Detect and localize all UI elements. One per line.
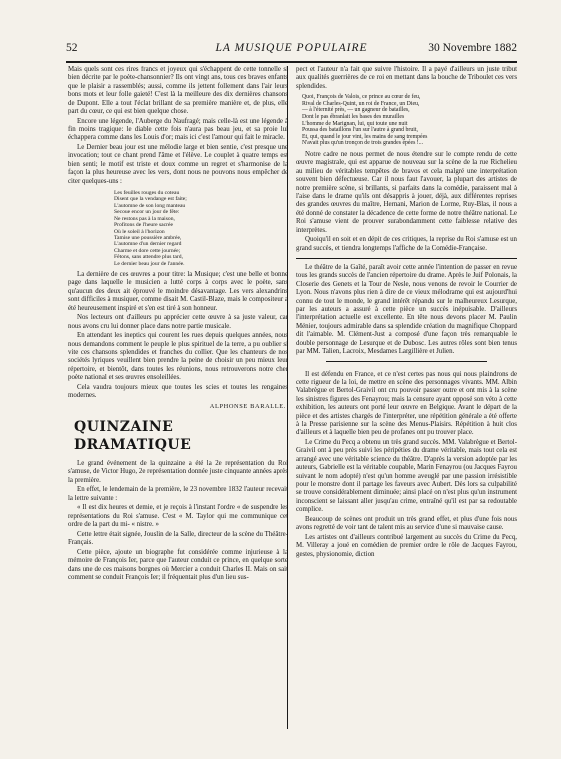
poem-line: Profitons de l'heure sacrée — [114, 222, 173, 229]
publication-title: LA MUSIQUE POPULAIRE — [215, 42, 368, 54]
article-paragraph: En effet, le lendemain de la première, le 23 novembre 1832 l'auteur recevait la lettre suivante : — [68, 486, 288, 502]
poem-line: Disent que la vendange est faite; — [114, 196, 187, 203]
issue-date: 30 Novembre 1882 — [428, 42, 517, 54]
verse-line: Rival de Charles-Quint, un roi de France, un Dieu, — [302, 100, 420, 107]
poem-line: L'automne de son long manteau — [114, 202, 186, 209]
article-paragraph: Cette lettre était signée, Jouslin de la Salle, directeur de la scène du Théâtre-Français. — [68, 530, 288, 547]
article-paragraph: Cela vaudra toujours mieux que toutes les scies et toutes les rengaines modernes. — [68, 383, 288, 400]
article-paragraph: Beaucoup de scènes ont produit un très grand effet, et plus d'une fois nous avons regretté de voir tant de talent mis au service d'une si mauvaise cause. — [296, 515, 517, 532]
section-title: QUINZAINE DRAMATIQUE — [74, 419, 192, 453]
article-paragraph: Notre cadre ne nous permet de nous étendre sur le compte rendu de cette œuvre magistrale, qui est apparue de nouveau sur la scène de la rue Richelieu au milieu de véritables tempêtes de bravos et cela malgré une interprétation souvent bien défectueuse. Car il nous faut l'avouer, la plupart des artistes de notre première scène, si brillants, si parfaits dans la comédie, paraissent mal à l'aise dans le drame qu'ils ont désappris à jouer, déjà, aux différentes reprises des grandes œuvres du maître, Hernani, Marion de Lorme, Ruy-Blas, il nous a été donné de constater la décadence de cette forme de notre théâtre national. Le Roi s'amuse vient de prouver surabondamment cette faiblesse relative des interprètes. — [296, 150, 517, 234]
quoted-letter: « Il est dix heures et demie, et je reçois à l'instant l'ordre « de suspendre les représentations du Roi s'amuse. C'est « M. Taylor qui me communique cet ordre de la part du mi- « nistre. » — [68, 504, 288, 529]
verse-line: Dont le pas ébranlait les bases des murailles — [302, 114, 405, 120]
poem-excerpt — [114, 190, 288, 267]
section-heading — [68, 418, 288, 454]
poem-line: Le dernier beau jour de l'année. — [114, 260, 185, 267]
article-paragraph: Quoiqu'il en soit et en dépit de ces critiques, la reprise du Roi s'amuse est un grand succès, et tiendra longtemps l'affiche de la Comédie-Française. — [296, 236, 517, 252]
article-paragraph: Le Crime du Pecq a obtenu un très grand succès. MM. Valabrègue et Bertol-Graivil ont à peu près suivi les péripéties du drame véritable, mais tout cela est arrangé avec une véritable science du théâtre. D'après la version adoptée par les auteurs, Gabrielle est la véritable coupable, Marin Fenayrou (ou Jacques Fayrou suivant le nom adopté) n'est qu'un homme aveuglé par une passion irrésistible pour le monstre dont il partage les faveurs avec Aubert. Dès lors sa culpabilité se trouve considérablement diminuée; ainsi placé on n'est plus qu'un instrument inconscient se laissant aller jusqu'au crime, entraîné qu'il est par sa redoutable complice. — [296, 438, 517, 514]
verse-excerpt — [302, 94, 517, 147]
article-paragraph: La dernière de ces œuvres a pour titre: la Musique; c'est une belle et bonne page dans laquelle le musicien a lutté corps à corps avec le poète, sans qu'aucun des deux ait éprouvé le moindre désavantage. Les vers alexandrins sont difficiles à musiquer, comme disait M. Castil-Blaze, mais le compositeur a été heureusement inspiré et s'en est tiré à son honneur. — [68, 270, 288, 312]
separator-rule — [296, 258, 517, 259]
article-paragraph: Encore une légende, l'Auberge du Naufragé; mais celle-là est une légende à fin moins tragique: le diable cette fois n'aura pas beau jeu, et sa proie lui échappera comme dans les Louis d'or; mais ici c'est l'amour qui fait le miracle. — [68, 117, 288, 142]
article-paragraph: En attendant les ineptics qui courent les rues depuis quelques années, nous nous demandons comment le peuple le plus spirituel de la terre, a pu oublier si vite ces chansons splendides et franches du collier. Que les chanteurs de nos sociétés lyriques veuillent bien prendre la peine de choisir un peu mieux leur répertoire, et bientôt, dans toutes les réunions, nous retrouverons notre cher poète national et ses œuvres ensoleillées. — [68, 332, 288, 382]
article-paragraph: Le théâtre de la Gaîté, paraît avoir cette année l'intention de passer en revue tous les grands succès de l'ancien répertoire du drame. Après le Juif Polonais, la Closerie des Genets et la Tour de Nesle, nous venons de revoir le Courrier de Lyon. Nous n'avons plus rien à dire de ce vieux mélodrame qui est aujourd'hui connu de tout le monde, le grand intérêt répandu sur le malheureux Lesurque, par les auteurs a assuré à cette pièce un succès inépuisable. D'ailleurs l'interprétation actuelle est excellente. En tête nous devons placer M. Paulin Ménier, toujours admirable dans sa splendide création du magnifique Choppard dit l'aimable. M. Clément-Just a composé d'une façon très remarquable le double personnage de Lesurque et de Dubosc. Les autres rôles sont bien tenus par MM. Talien, Lacroix, Mesdames Largillière et Julien. — [296, 264, 517, 356]
verse-line: Et, qui, quand le jour vint, les mains de sang trempées — [302, 133, 428, 140]
article-paragraph: pect et l'auteur n'a fait que suivre l'histoire. Il a payé d'ailleurs un juste tribut aux qualités guerrières de ce roi en mettant dans la bouche de Triboulet ces vers splendides. — [296, 66, 517, 90]
poem-line: L'automne d'un dernier regard — [114, 241, 182, 248]
verse-line: Poussa des bataillons l'un sur l'autre à grand bruit, — [302, 127, 418, 134]
poem-line: Tamise une poussière ambrée, — [114, 234, 182, 241]
verse-line: — à l'éternité près, — un gagneur de batailles, — [302, 107, 410, 114]
verse-line: Quoi, François de Valois, ce prince au cœur de feu, — [302, 94, 421, 101]
article-paragraph: Le Dernier beau jour est une mélodie large et bien sentie, c'est presque une invocation; tout ce chant prend l'âme et l'élève. Le couplet à quatre temps est bien senti; le motif est triste et doux comme un regret et s'harmonise de la façon la plus heureuse avec les vers, dont nous ne pouvons nous empêcher de citer quelques-uns : — [68, 144, 288, 185]
article-paragraph: Le grand événement de la quinzaine a été la 2e représentation du Roi s'amuse, de Victor Hugo, 2e représentation donnée juste cinquante années après la première. — [68, 460, 288, 484]
poem-line: Les feuilles rouges du coteau — [114, 190, 180, 197]
poem-line: Ne restons pas à la maison, — [114, 215, 175, 222]
article-paragraph: Nos lecteurs ont d'ailleurs pu apprécier cette œuvre à sa juste valeur, car nous avons cru lui donner place dans notre partie musicale. — [68, 314, 288, 330]
poem-line: Secoue encor un jour de fête: — [114, 209, 180, 216]
poem-line: Fêtons, sans attendre plus tard, — [114, 254, 183, 261]
article-paragraph: Mais quels sont ces rires francs et joyeux qui s'échappent de cette tonnelle si bien décrite par le poète-chansonnier? Ils ont vingt ans, tous ces braves enfants que le plaisir a rassemblés; aussi, comme ils jettent follement dans l'air leurs bons mots et leur folle gaieté! C'est là la meilleure des dix dernières chansons de Dupont. Elle a tout l'éclat brillant de sa première manière et, de plus, elle part du cœur, ce qui est bien quelque chose. — [68, 66, 288, 116]
poem-line: Charme et dore cette journée; — [114, 247, 181, 254]
page-number: 52 — [66, 42, 78, 54]
poem-line: Où le soleil à l'horizon — [114, 228, 165, 235]
separator-rule — [326, 361, 487, 362]
article-paragraph: Il est défendu en France, et ce n'est certes pas nous qui nous plaindrons de cette rigueur de la loi, de mettre en scène des personnages vivants. MM. Albin Valabrègue et Bertol-Graivil ont cru pouvoir passer outre et ont mis à la scène les sinistres figures des Fenayrou; mais la censure ayant opposé son véto à cette exhibition, les auteurs ont porté leur œuvre en Belgique. Avant le départ de la pièce et des artistes chargés de l'interpréter, une répétition générale a été offerte à la Presse parisienne sur la scène des Menus-Plaisirs. Répétition à huit clos d'ailleurs et à laquelle bien peu de profanes ont pu trouver place. — [296, 370, 517, 437]
article-paragraph: Cette pièce, ajoute un biographe fut considérée comme injurieuse à la mémoire de François Ier, parce que l'auteur conduit ce prince, en quelque sorte dans une de ces maisons borgnes où Mercier a conduit Charles II. Mais on sait comment se conduit François Ier; il fréquentait plus d'un lieu sus- — [68, 548, 288, 582]
header-rule — [66, 61, 517, 63]
verse-line: N'avait plus qu'un tronçon de trois grandes épées !... — [302, 140, 424, 147]
verse-line: L'homme de Marignan, lui, qui toute une nuit — [302, 120, 408, 127]
article-paragraph: Les artistes ont d'ailleurs contribué largement au succès du Crime du Pecq, M. Villeray a joué en comédien de premier ordre le rôle de Jacques Fayrou, gestes, physionomie, diction — [296, 533, 517, 558]
left-column — [68, 66, 288, 734]
author-signature: ALPHONSE BARALLE. — [209, 402, 286, 410]
page-header — [66, 40, 517, 56]
right-column — [296, 66, 517, 734]
